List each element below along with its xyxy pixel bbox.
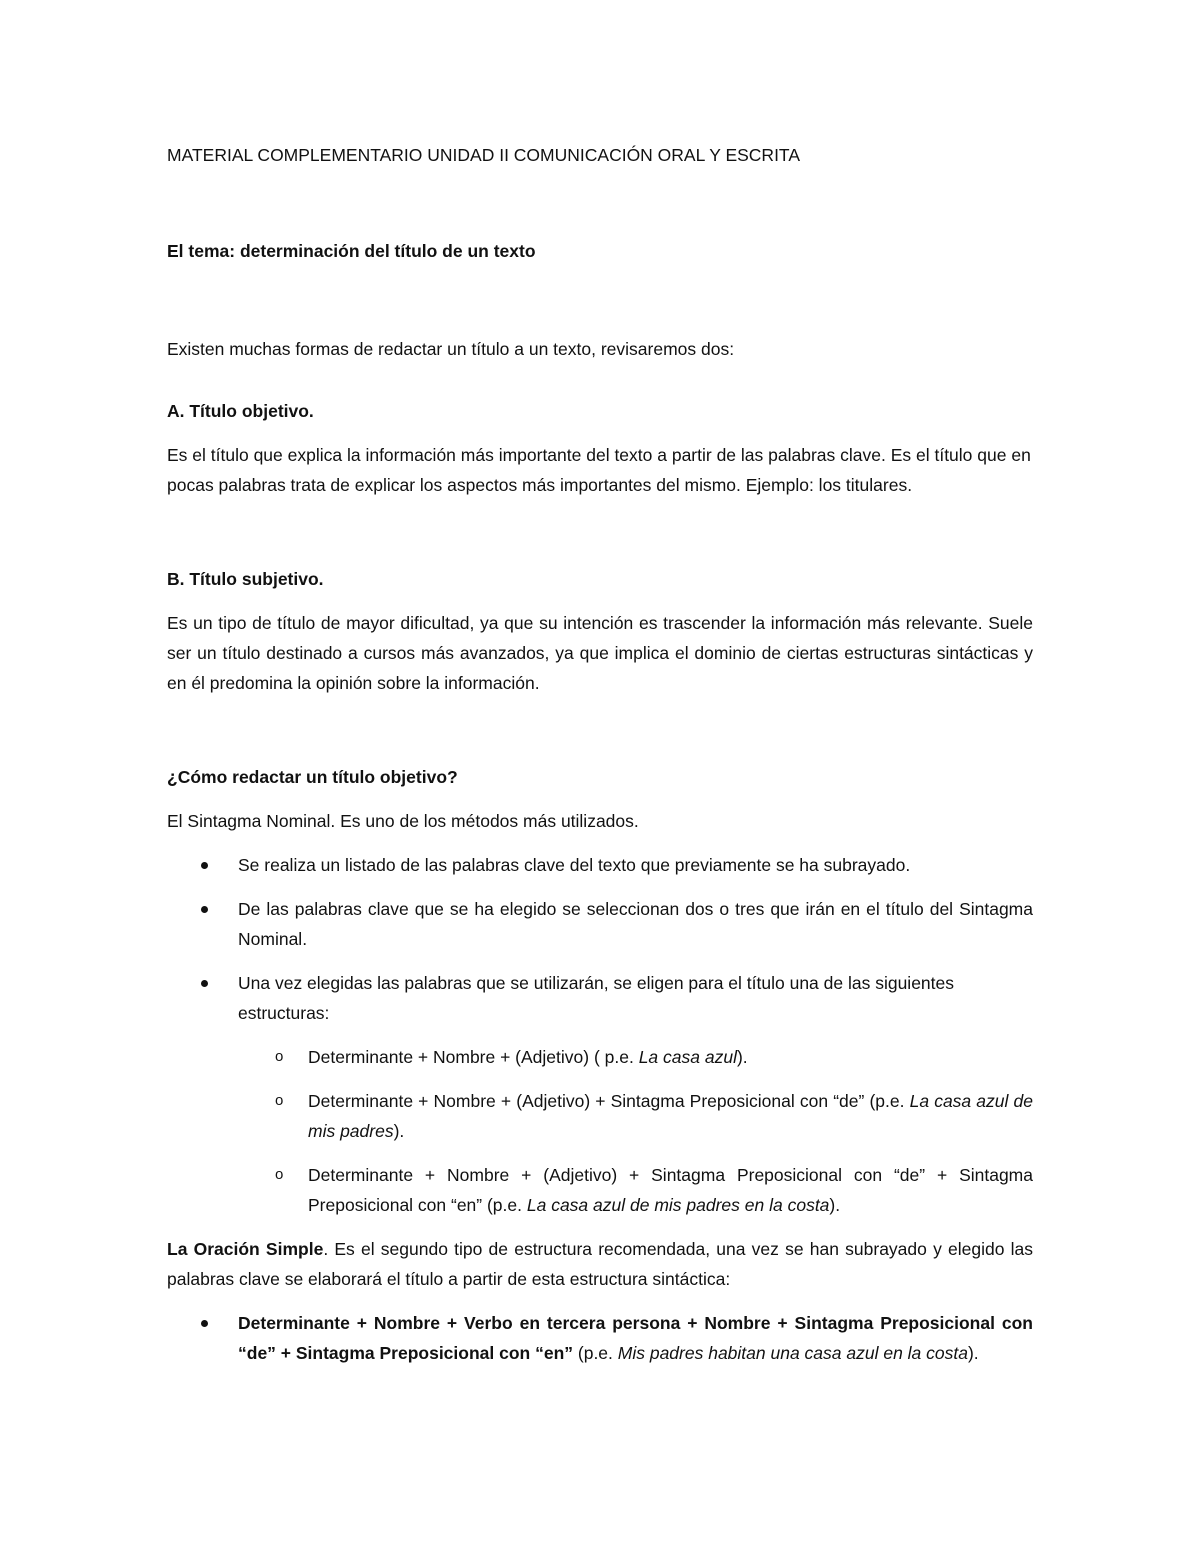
oracion-label: La Oración Simple <box>167 1239 324 1259</box>
circle-bullet-icon: o <box>275 1092 284 1109</box>
structure-example: La casa azul de mis padres <box>308 1091 1033 1141</box>
structure-example: La casa azul <box>638 1047 737 1067</box>
topic-heading: El tema: determinación del título de un texto <box>167 241 536 261</box>
section-b-heading: B. Título subjetivo. <box>167 569 324 589</box>
oracion-structure-plain: (p.e. <box>573 1343 618 1363</box>
circle-bullet-icon: o <box>275 1048 284 1065</box>
document-body <box>167 140 1033 1382</box>
intro-paragraph: Existen muchas formas de redactar un título a un texto, revisaremos dos: <box>167 339 735 359</box>
oracion-structure: Determinante + Nombre + Verbo en tercera persona + Nombre + Sintagma Preposicional con “de” + Sintagma Preposicional con “en” <box>238 1313 1033 1363</box>
method-paragraph: El Sintagma Nominal. Es uno de los métodos más utilizados. <box>167 811 639 831</box>
oracion-bullet-list <box>167 1308 1033 1368</box>
list-item <box>167 850 1033 880</box>
list-item <box>238 1042 1033 1072</box>
bullet-icon <box>201 862 208 869</box>
structure-text: Determinante + Nombre + (Adjetivo) + Sintagma Preposicional con “de” + Sintagma Preposicional con “en” (p.e. <box>308 1165 1033 1215</box>
bullet-icon <box>201 1320 208 1327</box>
bullet-icon <box>201 906 208 913</box>
list-item <box>167 1308 1033 1368</box>
section-a-body: Es el título que explica la información más importante del texto a partir de las palabras clave. Es el título que en pocas palabras trata de explicar los aspectos más importantes del mismo. Ejemplo: los titulares. <box>167 445 1031 495</box>
bullet-icon <box>201 980 208 987</box>
section-b-body: Es un tipo de título de mayor dificultad, ya que su intención es trascender la información más relevante. Suele ser un título destinado a cursos más avanzados, ya que implica el dominio de ciertas estructuras sintácticas y en él predomina la opinión sobre la información. <box>167 613 1033 693</box>
list-item <box>167 894 1033 954</box>
structure-example: La casa azul de mis padres en la costa <box>526 1195 830 1215</box>
structure-end: ). <box>393 1121 405 1141</box>
list-item <box>167 968 1033 1220</box>
howto-heading: ¿Cómo redactar un título objetivo? <box>167 767 458 787</box>
list-item-text: Se realiza un listado de las palabras clave del texto que previamente se ha subrayado. <box>238 855 911 875</box>
document-title: MATERIAL COMPLEMENTARIO UNIDAD II COMUNICACIÓN ORAL Y ESCRITA <box>167 145 800 165</box>
list-item-text: Una vez elegidas las palabras que se utilizarán, se eligen para el título una de las siguientes estructuras: <box>238 973 955 1023</box>
section-a-heading: A. Título objetivo. <box>167 401 314 421</box>
structure-sublist <box>238 1042 1033 1220</box>
oracion-end: ). <box>967 1343 979 1363</box>
structure-text: Determinante + Nombre + (Adjetivo) + Sintagma Preposicional con “de” (p.e. <box>308 1091 910 1111</box>
structure-text: Determinante + Nombre + (Adjetivo) ( p.e. <box>308 1047 639 1067</box>
list-item-text: De las palabras clave que se ha elegido se seleccionan dos o tres que irán en el título del Sintagma Nominal. <box>238 899 1033 949</box>
structure-end: ). <box>736 1047 748 1067</box>
list-item <box>238 1160 1033 1220</box>
list-item <box>238 1086 1033 1146</box>
circle-bullet-icon: o <box>275 1166 284 1183</box>
oracion-paragraph <box>167 1234 1033 1294</box>
oracion-text: . Es el segundo tipo de estructura recomendada, una vez se han subrayado y elegido las palabras clave se elaborará el título a partir de esta estructura sintáctica: <box>167 1239 1034 1289</box>
structure-end: ). <box>829 1195 841 1215</box>
method-bullet-list <box>167 850 1033 1220</box>
oracion-example: Mis padres habitan una casa azul en la costa <box>617 1343 968 1363</box>
